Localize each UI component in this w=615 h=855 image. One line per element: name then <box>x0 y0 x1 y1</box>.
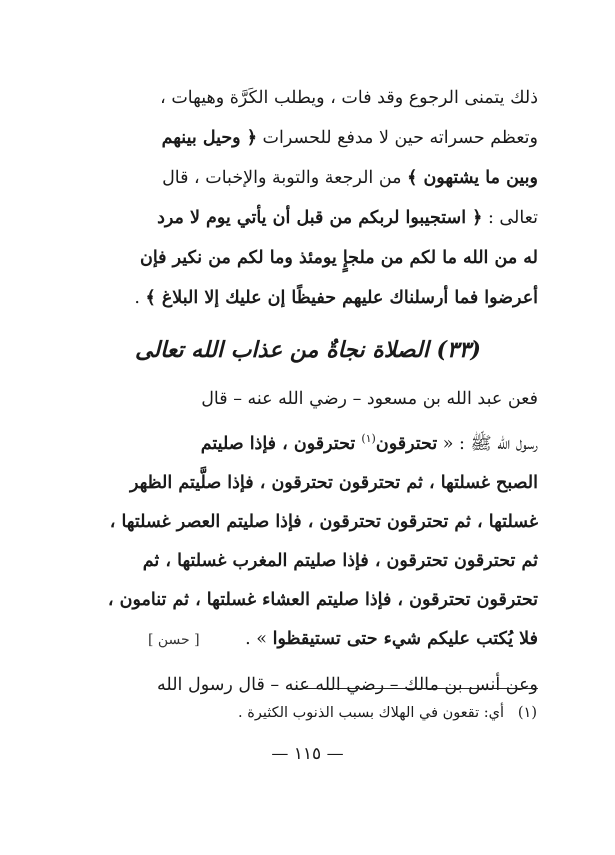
footnote <box>77 700 537 726</box>
line-end: . <box>134 288 146 308</box>
page-number: — ١١٥ — <box>271 744 344 764</box>
quran-quote: ﴿ وحيل بينهم <box>161 128 257 148</box>
quran-quote: أعرضوا فما أرسلناك عليهم حفيظًا إن عليك إلا البلاغ ﴾ <box>145 288 538 308</box>
paragraph-hadith <box>78 380 538 660</box>
footnote-divider <box>300 688 538 689</box>
line: تعالى : <box>482 208 538 228</box>
line: وعن أنس بن مالك – رضي الله عنه – قال رسول الله <box>157 674 538 695</box>
quran-quote: ﴿ استجيبوا لربكم من قبل أن يأتي يوم لا مرد <box>157 208 483 228</box>
quran-quote: وبين ما يشتهون ﴾ <box>407 168 538 188</box>
line: ذلك يتمنى الرجوع وقد فات ، ويطلب الكَرَّة وهيهات ، <box>160 88 538 108</box>
paragraph-next <box>78 666 538 705</box>
line: فعن عبد الله بن مسعود – رضي الله عنه – قال <box>201 389 538 409</box>
hadith-text: ثم تحترقون تحترقون ، فإذا صليتم المغرب غسلتها ، ثم <box>142 550 538 571</box>
quran-quote: له من الله ما لكم من ملجإٍ يومئذ وما لكم من نكير فإن <box>140 248 538 268</box>
hadith-text: الصبح غسلتها ، ثم تحترقون تحترقون ، فإذا صلَّيتم الظهر <box>129 472 538 493</box>
hadith-text: تحترقون ، فإذا صليتم <box>200 433 362 454</box>
line-end: » . <box>245 628 273 649</box>
section-heading: (٣٣) الصلاة نجاةٌ من عذاب الله تعالى <box>135 337 481 363</box>
line: من الرجعة والتوبة والإخبات ، قال <box>162 168 408 188</box>
hadith-text: فلا يُكتب عليكم شيء حتى تستيقظوا <box>272 628 538 649</box>
footnote-text: أي: تقعون في الهلاك بسبب الذنوب الكثيرة . <box>238 705 505 721</box>
footnote-ref: (١) <box>361 432 376 445</box>
paragraph-intro <box>78 78 538 318</box>
footnote-marker: (١) <box>517 705 537 721</box>
hadith-grade: [ حسن ] <box>147 631 200 648</box>
line: رسول الله ﷺ : « <box>437 433 538 454</box>
hadith-text: غسلتها ، ثم تحترقون تحترقون ، فإذا صليتم العصر غسلتها ، <box>109 511 538 532</box>
line: وتعظم حسراته حين لا مدفع للحسرات <box>256 128 538 148</box>
hadith-text: تحترقون تحترقون ، فإذا صليتم العشاء غسلتها ، ثم تنامون ، <box>107 589 538 610</box>
page-body <box>78 78 538 705</box>
hadith-text: تحترقون <box>375 433 438 454</box>
